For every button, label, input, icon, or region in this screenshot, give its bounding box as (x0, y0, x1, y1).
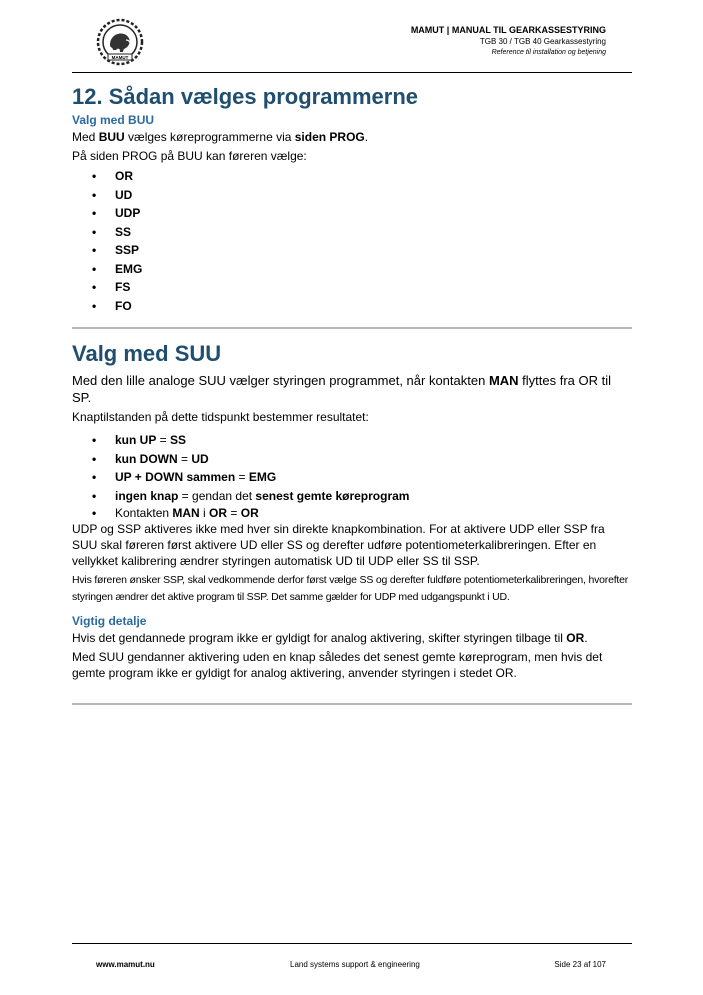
suu-title: Valg med SUU (72, 341, 222, 366)
header-title: MAMUT | MANUAL TIL GEARKASSESTYRING (410, 25, 606, 35)
suu-paragraph-2: Hvis føreren ønsker SSP, skal vedkommende derfor først vælge SS og derefter fuldføre potentiometerkalibreringen, hvorefter styringen ændrer det aktive program til SSP. Det samme gælder for UDP med udgangspunkt i UD. (72, 574, 629, 603)
buu-heading: Valg med BUU (72, 113, 155, 127)
list-item: • kun UP = SS (92, 433, 187, 447)
mamut-logo-icon (96, 18, 144, 66)
footer-divider (72, 943, 632, 944)
suu-paragraph-1: UDP og SSP aktiveres ikke med hver sin direkte knapkombination. For at aktivere UDP eller SSP fra SUU skal føreren først aktivere UD eller SS og derefter udføre potentiometerkalibreringen. Efter en vellykket kalibrering ændrer styringen automatisk UD til UDP eller SS til SSP. (72, 522, 605, 568)
header-subtitle: TGB 30 / TGB 40 Gearkassestyring (479, 37, 606, 46)
header-reference: Reference til installation og betjening (491, 49, 606, 56)
page-content (72, 80, 632, 705)
footer-company: Land systems support & engineering (290, 960, 420, 969)
list-item: • FO (92, 298, 132, 313)
list-item: • UDP (92, 206, 141, 220)
footer-page-number: Side 23 af 107 (554, 960, 606, 969)
section-divider (72, 327, 632, 329)
footer-website: www.mamut.nu (96, 960, 155, 969)
buu-intro: Med BUU vælges køreprogrammerne via siden PROG. (72, 130, 369, 144)
list-item: • ingen knap = gendan det senest gemte køreprogram (92, 488, 410, 503)
list-item: • SSP (92, 243, 140, 257)
list-item: • Kontakten MAN i OR = OR (92, 506, 259, 520)
detail-paragraph-1: Hvis det gendannede program ikke er gyldigt for analog aktivering, skifter styringen tilbage til OR. (72, 631, 588, 645)
suu-intro: Med den lille analoge SUU vælger styringen programmet, når kontakten MAN flyttes fra OR til SP. (72, 373, 612, 405)
list-item: • OR (92, 169, 133, 183)
program-list (72, 167, 632, 315)
list-item: • UP + DOWN sammen = EMG (92, 470, 277, 484)
detail-heading: Vigtig detalje (72, 614, 147, 628)
suu-state-intro: Knaptilstanden på dette tidspunkt bestemmer resultatet: (72, 410, 369, 424)
list-item: • EMG (92, 261, 143, 276)
section-title: 12. Sådan vælges programmerne (72, 84, 419, 109)
buu-list-intro: På siden PROG på BUU kan føreren vælge: (72, 149, 307, 163)
list-item: • SS (92, 224, 132, 239)
svg-text:MAMUT: MAMUT (111, 55, 129, 60)
list-item: • UD (92, 187, 133, 202)
list-item: • kun DOWN = UD (92, 451, 209, 466)
section-divider (72, 703, 632, 705)
header-divider (72, 72, 632, 73)
suu-rules-list (72, 431, 632, 521)
list-item: • FS (92, 280, 131, 294)
detail-paragraph-2: Med SUU gendanner aktivering uden en knap således det senest gemte køreprogram, men hvis det gemte program ikke er gyldigt for analog aktivering, anvender styringen i stedet OR. (72, 650, 603, 680)
page-header (72, 18, 632, 73)
